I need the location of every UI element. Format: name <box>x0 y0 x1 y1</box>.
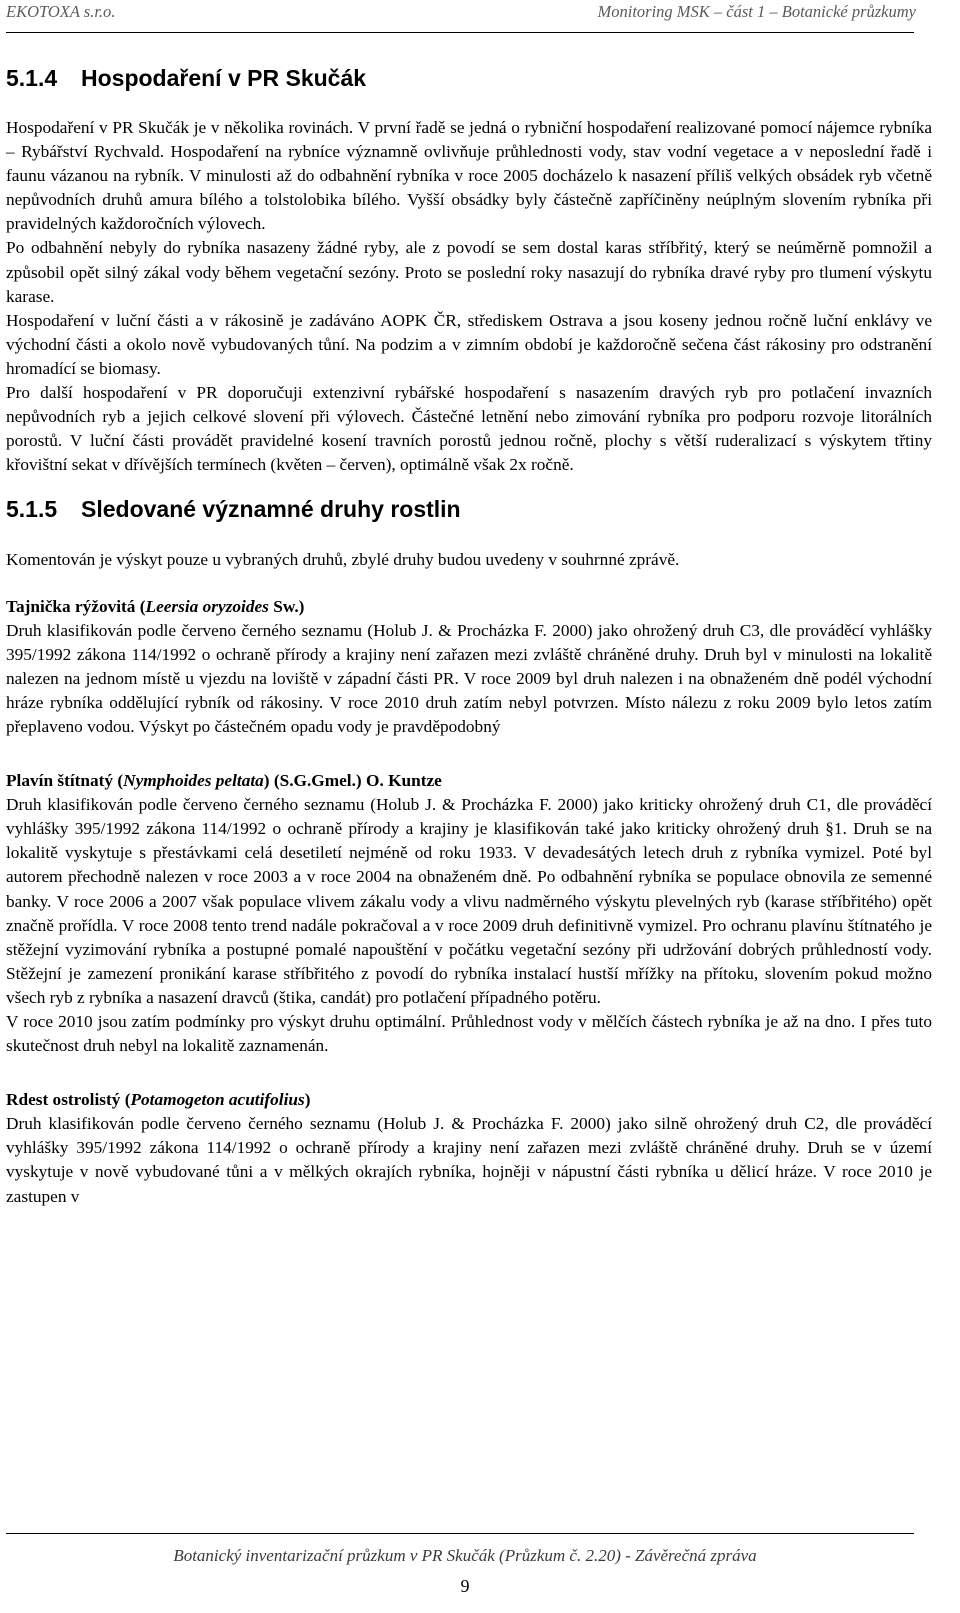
footer-rule <box>6 1533 914 1534</box>
section-number: 5.1.5 <box>6 496 58 523</box>
species-paragraph: Druh klasifikován podle červeno černého seznamu (Holub J. & Procházka F. 2000) jako ohrožený druh C3, dle prováděcí vyhlášky 395/1992 zákona 114/1992 o ochraně přírody a krajiny není zařazen mezi zvláště chráněné druhy. Druh byl v minulosti na lokalitě nalezen na jednom místě u vjezdu na loviště v západní části PR. V roce 2009 byl druh nalezen i na obnaženém dně podél východní hráze rybníka oddělující rybník od rákosiny. V roce 2010 druh zatím nebyl potvrzen. Místo nálezu z roku 2009 bylo letos zatím přeplaveno vodou. Výskyt po částečném opadu vody je pravděpodobný <box>6 620 932 736</box>
paragraph: Po odbahnění nebyly do rybníka nasazeny žádné ryby, ale z povodí se sem dostal karas stříbřitý, který se neúměrně pomnožil a způsobil opět silný zákal vody během vegetační sezóny. Proto se poslední roky nasazují do rybníka dravé ryby pro tlumení výskytu karase. <box>6 238 932 306</box>
species-paragraph: Druh klasifikován podle červeno černého seznamu (Holub J. & Procházka F. 2000) jako silně ohrožený druh C2, dle prováděcí vyhlášky 395/1992 zákona 114/1992 o ochraně přírody a krajiny není zařazen mezi zvláště chráněné druhy. Druh se v území vyskytuje v nově vybudované tůni a v mělkých okrajích rybníka, hojněji v nápustní části rybníka u dělicí hráze. V roce 2010 je zastupen v <box>6 1114 932 1206</box>
header-rule <box>6 32 914 33</box>
page-number: 9 <box>460 1576 470 1596</box>
paragraph: Pro další hospodaření v PR doporučuji extenzivní rybářské hospodaření s nasazením dravých ryb pro potlačení invazních nepůvodních ryb a jejich celkové slovení při výlovech. Částečné letnění nebo zimování rybníka pro podporu rozvoje litorálních porostů. V luční části provádět pravidelné kosení travních porostů jednou ročně, plochy s větší ruderalizací s výskytem třtiny křovištní sekat v dřívějších termínech (květen – červen), optimálně však 2x ročně. <box>6 383 932 475</box>
section-title: Hospodaření v PR Skučák <box>81 65 367 91</box>
header-report-title: Monitoring MSK – část 1 – Botanické průzkumy <box>597 2 916 21</box>
header-company: EKOTOXA s.r.o. <box>6 2 116 21</box>
document-body <box>6 64 932 1209</box>
section-heading-5-1-5 <box>6 495 932 523</box>
footer-text: Botanický inventarizační průzkum v PR Skučák (Průzkum č. 2.20) - Závěrečná zpráva <box>173 1546 757 1565</box>
section-number: 5.1.4 <box>6 65 58 91</box>
latin-name: Nymphoides peltata <box>123 771 264 791</box>
section-heading-5-1-4 <box>6 64 932 92</box>
paragraph: Hospodaření v luční části a v rákosině je zadáváno AOPK ČR, střediskem Ostrava a jsou koseny jednou ročně luční enklávy ve východní části a okolo nově vybudovaných tůní. Na podzim a v zimním období je každoročně sečena část rákosiny pro odstranění hromadící se biomasy. <box>6 310 932 378</box>
section-intro: Komentován je výskyt pouze u vybraných druhů, zbylé druhy budou uvedeny v souhrnné zprávě. <box>6 550 680 570</box>
species-heading-leersia: Tajnička rýžovitá (Leersia oryzoides Sw.) <box>6 596 305 616</box>
section-title: Sledované významné druhy rostlin <box>81 496 461 523</box>
species-heading-nymphoides: Plavín štítnatý (Nymphoides peltata) (S.G.Gmel.) O. Kuntze <box>6 771 442 791</box>
species-paragraph: Druh klasifikován podle červeno černého seznamu (Holub J. & Procházka F. 2000) jako kriticky ohrožený druh C1, dle prováděcí vyhlášky 395/1992 zákona 114/1992 o ochraně přírody a krajiny je klasifikován také jako kriticky ohrožený druh §1. Druh se na lokalitě vyskytuje s přestávkami celá desetiletí nejméně od roku 1933. V devadesátých letech druh z rybníka vymizel. Poté byl autorem přechodně nalezen v roce 2003 a v roce 2004 na obnaženém dně. Po odbahnění rybníka se populace obnovila ze semenné banky. V roce 2006 a 2007 však populace vlivem zákalu vody a vlivu nadměrného výskytu plevelných ryb (karase stříbřitého) opět značně prořídla. V roce 2008 tento trend nadále pokračoval a v roce 2009 druh definitivně vymizel. Pro ochranu plavínu štítnatého je stěžejní vyzimování rybníka a postupné pomalé napouštění v počátku vegetační sezóny při udržování dobrých průhledností vody. Stěžejní je zamezení pronikání karase stříbřitého z povodí do rybníka instalací hustší mřížky na přítoku, slovením pokud možno všech ryb z rybníka a nasazení dravců (štika, candát) pro potlačení případného potěru. <box>6 795 932 1007</box>
species-paragraph: V roce 2010 jsou zatím podmínky pro výskyt druhu optimální. Průhlednost vody v mělčích částech rybníka je až na dno. I přes tuto skutečnost druh nebyl na lokalitě zaznamenán. <box>6 1012 932 1056</box>
paragraph: Hospodaření v PR Skučák je v několika rovinách. V první řadě se jedná o rybniční hospodaření realizované pomocí nájemce rybníka – Rybářství Rychvald. Hospodaření na rybníce významně ovlivňuje průhlednosti vody, stav vodní vegetace a v neposlední řadě i faunu vázanou na rybník. V minulosti až do odbahnění rybníka v roce 2005 docházelo k nasazení příliš velkých obsádek ryb včetně nepůvodních druhů amura bílého a tolstolobika bílého. Vyšší obsádky byly částečně zapříčiněny neúplným slovením rybníka při pravidelných každoročních výlovech. <box>6 118 932 234</box>
species-heading-potamogeton: Rdest ostrolistý (Potamogeton acutifolius) <box>6 1090 311 1110</box>
latin-name: Leersia oryzoides <box>145 596 269 616</box>
latin-name: Potamogeton acutifolius <box>130 1090 305 1110</box>
running-header <box>0 0 960 30</box>
